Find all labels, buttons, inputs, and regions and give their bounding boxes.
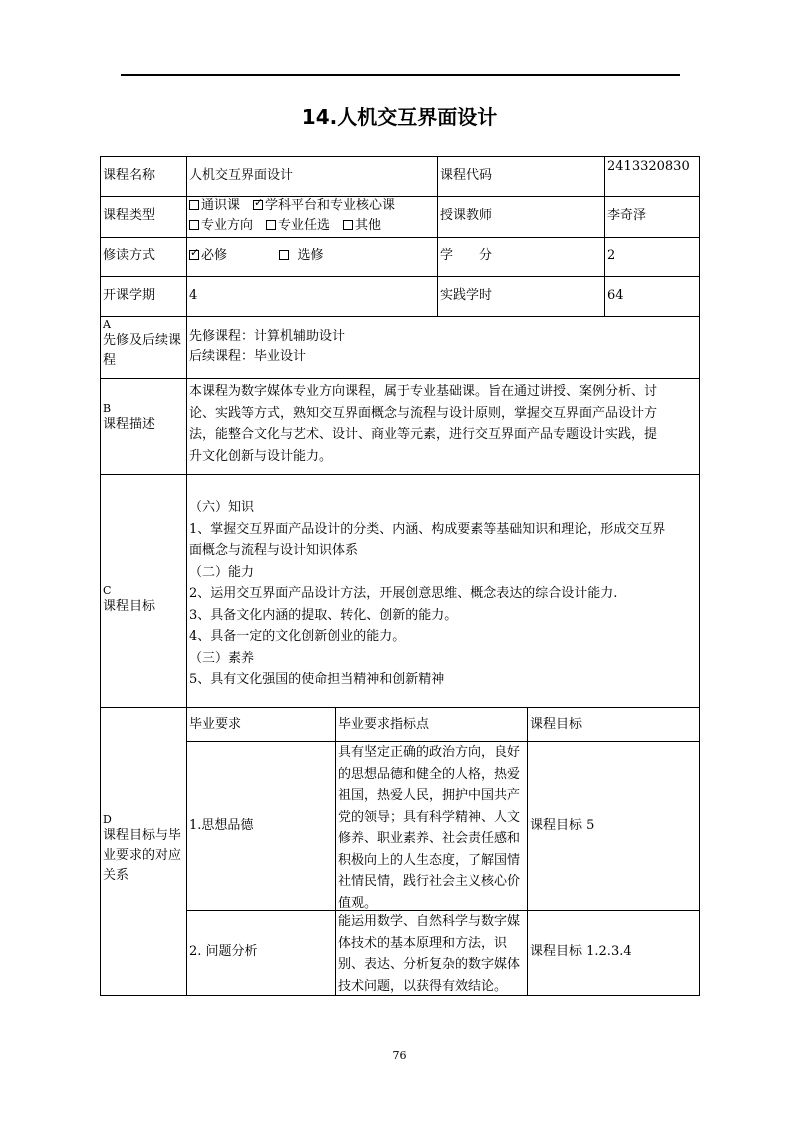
section-letter: B [103, 402, 112, 415]
description-line: 本课程为数字媒体专业方向课程，属于专业基础课。旨在通过讲授、案例分析、讨 [189, 384, 658, 399]
course-name-value: 人机交互界面设计 [189, 168, 294, 183]
objective-line: （三）素养 [189, 650, 255, 666]
option-elective[interactable]: 专业任选 [266, 218, 330, 233]
course-name-label: 课程名称 [103, 168, 156, 183]
mapping-indicator: 能运用数学、自然科学与数字媒 体技术的基本原理和方法，识 别、表达、分析复杂的数字媒体 技术问题，以获得有效结论。 [338, 914, 521, 994]
objective-line: （六）知识 [189, 500, 255, 515]
semester-value: 4 [189, 288, 198, 303]
option-direction[interactable]: 专业方向 [189, 218, 253, 233]
header-graduation-req: 毕业要求 [189, 717, 242, 732]
header-indicator: 毕业要求指标点 [338, 717, 430, 732]
page-title: 14.人机交互界面设计 [301, 105, 498, 129]
option-core[interactable]: ✓ 学科平台和专业核心课 [253, 198, 395, 213]
section-letter: C [103, 584, 112, 597]
mapping-goal: 课程目标 5 [530, 818, 595, 833]
checkbox-checked-icon [189, 250, 199, 260]
checkbox-icon [266, 220, 276, 230]
objectives-content [189, 497, 697, 691]
objective-line: 4、具备一定的文化创新创业的能力。 [189, 629, 406, 644]
option-other[interactable]: 其他 [343, 218, 381, 233]
description-content [189, 381, 697, 467]
checkbox-icon [189, 200, 199, 210]
credit-label: 学 分 [440, 248, 493, 263]
checkbox-icon [189, 220, 199, 230]
objective-line: 3、具备文化内涵的提取、转化、创新的能力。 [189, 607, 458, 623]
header-rule [121, 74, 680, 76]
course-code-label: 课程代码 [440, 168, 493, 183]
mapping-req: 1.思想品德 [189, 818, 254, 833]
prereq-line: 先修课程：计算机辅助设计 [189, 329, 346, 344]
section-letter: A [103, 318, 111, 331]
page-number: 76 [392, 1049, 407, 1062]
description-line: 法，能整合文化与艺术、设计、商业等元素，进行交互界面产品专题设计实践，提 [189, 427, 658, 442]
prereq-content [189, 327, 345, 367]
header-course-goal: 课程目标 [530, 717, 583, 732]
credit-value: 2 [607, 248, 616, 263]
study-mode-label: 修读方式 [103, 248, 156, 263]
practice-hours-label: 实践学时 [440, 288, 493, 303]
option-required[interactable]: ✓ 必修 [189, 248, 227, 263]
mapping-goal: 课程目标 1.2.3.4 [530, 944, 632, 959]
objective-line: 2、运用交互界面产品设计方法，开展创意思维、概念表达的综合设计能力. [189, 586, 618, 601]
description-line: 论、实践等方式，熟知交互界面概念与流程与设计原则，掌握交互界面产品设计方 [189, 405, 658, 421]
description-line: 升文化创新与设计能力。 [189, 448, 333, 464]
objective-line: 5、具有文化强国的使命担当精神和创新精神 [189, 672, 445, 687]
description-label-cell [103, 402, 155, 435]
objectives-label: 课程目标 [103, 599, 156, 614]
checkbox-checked-icon [253, 200, 263, 210]
mapping-label: 课程目标与毕业要求的对应关系 [103, 828, 182, 883]
semester-label: 开课学期 [103, 288, 156, 303]
objective-line: 1、掌握交互界面产品设计的分类、内涵、构成要素等基础知识和理论，形成交互界 [189, 521, 666, 537]
practice-hours-value: 64 [607, 288, 624, 303]
course-type-options [189, 196, 435, 236]
postreq-line: 后续课程：毕业设计 [189, 349, 307, 364]
course-code-value: 2413320830 [607, 159, 690, 174]
objective-line: （二）能力 [189, 564, 255, 580]
section-letter: D [103, 813, 112, 826]
option-general[interactable]: 通识课 [189, 198, 240, 213]
objective-line: 面概念与流程与设计知识体系 [189, 543, 359, 558]
study-mode-options [189, 246, 435, 266]
mapping-label-cell [103, 813, 183, 886]
mapping-req: 2. 问题分析 [189, 944, 258, 959]
prereq-label: 先修及后续课程 [103, 333, 182, 368]
objectives-label-cell [103, 584, 155, 617]
prereq-label-cell [103, 318, 185, 371]
checkbox-icon [343, 220, 353, 230]
option-optional[interactable]: 选修 [279, 248, 324, 263]
teacher-value: 李奇泽 [607, 208, 647, 223]
mapping-indicator: 具有坚定正确的政治方向，良好 的思想品德和健全的人格，热爱 祖国，热爱人民，拥护中国共产 党的领导；具有科学精神、人文 修养、职业素养、社会责任感和 积极向上的人生态度，了解国情 社情民情，践行社会主义核心价 值观。 [338, 745, 521, 911]
checkbox-icon [279, 250, 289, 260]
course-type-label: 课程类型 [103, 208, 156, 223]
description-label: 课程描述 [103, 417, 156, 432]
teacher-label: 授课教师 [440, 208, 493, 223]
